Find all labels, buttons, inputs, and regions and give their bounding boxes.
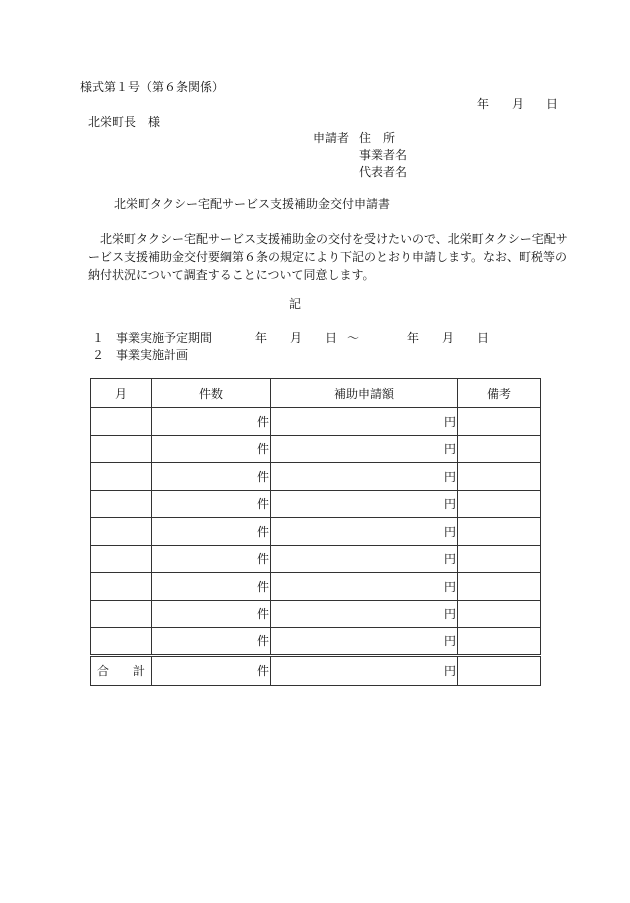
count-cell[interactable]: 件 (152, 600, 271, 628)
count-cell[interactable]: 件 (152, 518, 271, 546)
ki-heading: 記 (289, 297, 302, 311)
month-cell[interactable] (91, 545, 152, 573)
remarks-cell[interactable] (458, 435, 541, 463)
table-row (91, 435, 541, 463)
amount-cell[interactable]: 円 (271, 408, 458, 436)
total-remarks-cell[interactable] (458, 655, 541, 685)
amount-cell[interactable]: 円 (271, 545, 458, 573)
count-cell[interactable]: 件 (152, 408, 271, 436)
remarks-cell[interactable] (458, 545, 541, 573)
plan-label: ２ 事業実施計画 (92, 348, 189, 362)
body-line: ービス支援補助金交付要綱第６条の規定により下記のとおり申請します。なお、町税等の (88, 250, 568, 264)
period-end-day: 日 (477, 331, 490, 345)
amount-cell[interactable]: 円 (271, 628, 458, 656)
table-row (91, 600, 541, 628)
date-month: 月 (512, 97, 525, 111)
table-row (91, 573, 541, 601)
applicant-heading: 申請者 (313, 131, 350, 145)
header-count: 件数 (152, 379, 271, 408)
amount-cell[interactable]: 円 (271, 518, 458, 546)
date-day: 日 (546, 97, 559, 111)
month-cell[interactable] (91, 408, 152, 436)
date-year: 年 (477, 97, 490, 111)
amount-cell[interactable]: 円 (271, 463, 458, 491)
table-row (91, 518, 541, 546)
table-row (91, 408, 541, 436)
addressee: 北栄町長 様 (88, 115, 161, 129)
count-cell[interactable]: 件 (152, 490, 271, 518)
month-cell[interactable] (91, 600, 152, 628)
total-count-cell[interactable]: 件 (152, 655, 271, 685)
total-amount-cell[interactable]: 円 (271, 655, 458, 685)
table-row (91, 545, 541, 573)
period-end-month: 月 (442, 331, 455, 345)
body-line: 納付状況について調査することについて同意します。 (88, 268, 375, 282)
remarks-cell[interactable] (458, 518, 541, 546)
table-row (91, 490, 541, 518)
remarks-cell[interactable] (458, 573, 541, 601)
period-tilde: ～ (347, 331, 360, 345)
plan-table (90, 378, 541, 686)
remarks-cell[interactable] (458, 490, 541, 518)
count-cell[interactable]: 件 (152, 463, 271, 491)
header-remarks: 備考 (458, 379, 541, 408)
header-month: 月 (91, 379, 152, 408)
remarks-cell[interactable] (458, 600, 541, 628)
period-start-year: 年 (255, 331, 268, 345)
representative-label: 代表者名 (359, 165, 408, 179)
month-cell[interactable] (91, 435, 152, 463)
header-amount: 補助申請額 (271, 379, 458, 408)
remarks-cell[interactable] (458, 463, 541, 491)
amount-cell[interactable]: 円 (271, 573, 458, 601)
address-label: 住 所 (359, 131, 396, 145)
business-name-label: 事業者名 (359, 148, 408, 162)
document-title: 北栄町タクシー宅配サービス支援補助金交付申請書 (114, 197, 391, 211)
body-line: 北栄町タクシー宅配サービス支援補助金の交付を受けたいので、北栄町タクシー宅配サ (88, 232, 568, 246)
count-cell[interactable]: 件 (152, 545, 271, 573)
table-header-row (91, 379, 541, 408)
table-row (91, 463, 541, 491)
month-cell[interactable] (91, 463, 152, 491)
table-total-row (91, 655, 541, 685)
body-paragraph (88, 230, 568, 284)
amount-cell[interactable]: 円 (271, 600, 458, 628)
period-label: １ 事業実施予定期間 (92, 331, 213, 345)
count-cell[interactable]: 件 (152, 573, 271, 601)
month-cell[interactable] (91, 628, 152, 656)
remarks-cell[interactable] (458, 628, 541, 656)
count-cell[interactable]: 件 (152, 628, 271, 656)
count-cell[interactable]: 件 (152, 435, 271, 463)
amount-cell[interactable]: 円 (271, 435, 458, 463)
period-end-year: 年 (407, 331, 420, 345)
month-cell[interactable] (91, 518, 152, 546)
remarks-cell[interactable] (458, 408, 541, 436)
table-row (91, 628, 541, 656)
form-number: 様式第１号（第６条関係） (80, 80, 225, 94)
amount-cell[interactable]: 円 (271, 490, 458, 518)
period-start-month: 月 (290, 331, 303, 345)
month-cell[interactable] (91, 573, 152, 601)
month-cell[interactable] (91, 490, 152, 518)
total-label: 合 計 (91, 655, 152, 685)
period-start-day: 日 (325, 331, 338, 345)
